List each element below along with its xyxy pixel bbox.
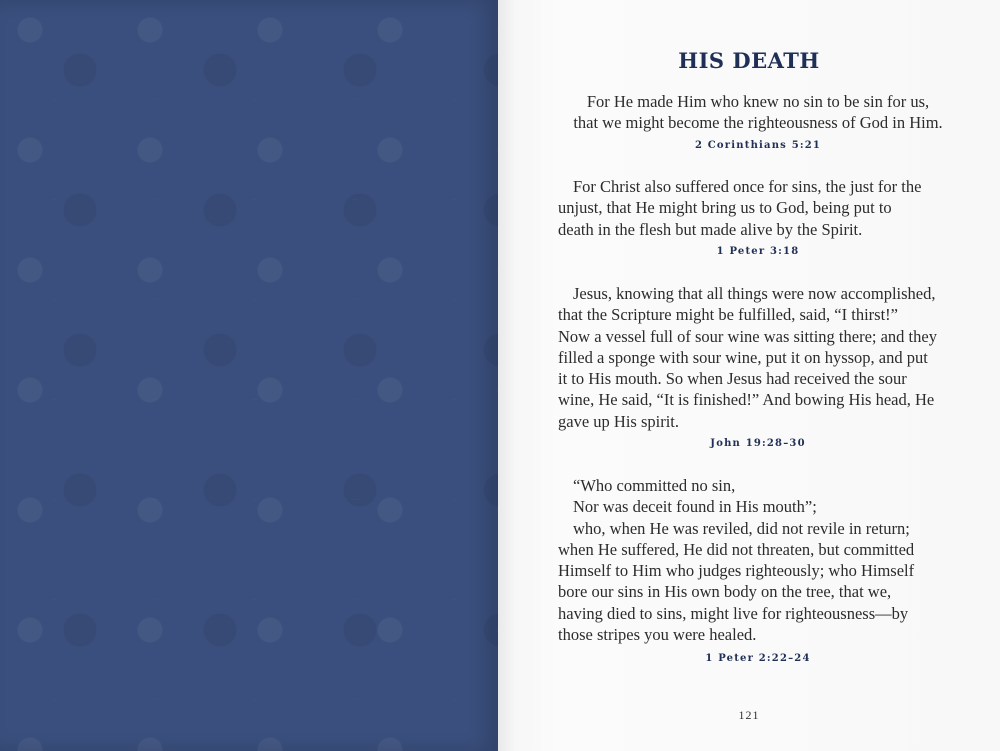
passage-line: death in the flesh but made alive by the Spirit. xyxy=(558,219,863,239)
passage-line: when He suffered, He did not threaten, but committed xyxy=(558,539,915,559)
passage-line: who, when He was reviled, did not revile in return; xyxy=(573,518,910,538)
passage-line: having died to sins, might live for righteousness—by xyxy=(558,603,909,623)
passage-3 xyxy=(558,283,958,432)
page-number: 121 xyxy=(738,708,760,722)
scripture-reference: John 19:28–30 xyxy=(710,438,806,449)
scripture-reference: 1 Peter 2:22–24 xyxy=(705,653,811,664)
passage-line: For Christ also suffered once for sins, the just for the xyxy=(573,177,922,196)
passage-line: that the Scripture might be fulfilled, said, “I thirst!” xyxy=(558,305,898,325)
passage-line: Himself to Him who judges righteously; who Himself xyxy=(558,561,915,581)
scripture-reference: 1 Peter 3:18 xyxy=(716,246,800,257)
passage-line: unjust, that He might bring us to God, being put to xyxy=(558,198,892,218)
passage-line: bore our sins in His own body on the tree, that we, xyxy=(558,582,892,602)
passage-line: “Who committed no sin, xyxy=(573,476,736,495)
passage-1 xyxy=(558,91,958,134)
passage-line: that we might become the righteousness of God in Him. xyxy=(573,113,943,133)
passage-line: wine, He said, “It is finished!” And bowing His head, He xyxy=(558,390,935,410)
passage-line: those stripes you were healed. xyxy=(558,625,757,645)
right-page xyxy=(498,0,1000,751)
passage-line: filled a sponge with sour wine, put it on hyssop, and put xyxy=(558,347,928,367)
passage-2 xyxy=(558,176,958,240)
left-page-pattern xyxy=(0,0,498,751)
page-title: HIS DEATH xyxy=(678,48,820,73)
passage-line: Jesus, knowing that all things were now accomplished, xyxy=(573,284,936,303)
scripture-reference: 2 Corinthians 5:21 xyxy=(694,140,822,151)
passage-line: For He made Him who knew no sin to be sin for us, xyxy=(586,92,930,111)
passage-4 xyxy=(558,475,958,645)
passage-line: Nor was deceit found in His mouth”; xyxy=(573,497,817,517)
passage-line: gave up His spirit. xyxy=(558,411,679,431)
passage-line: it to His mouth. So when Jesus had received the sour xyxy=(558,369,907,389)
passage-line: Now a vessel full of sour wine was sitting there; and they xyxy=(558,326,937,346)
